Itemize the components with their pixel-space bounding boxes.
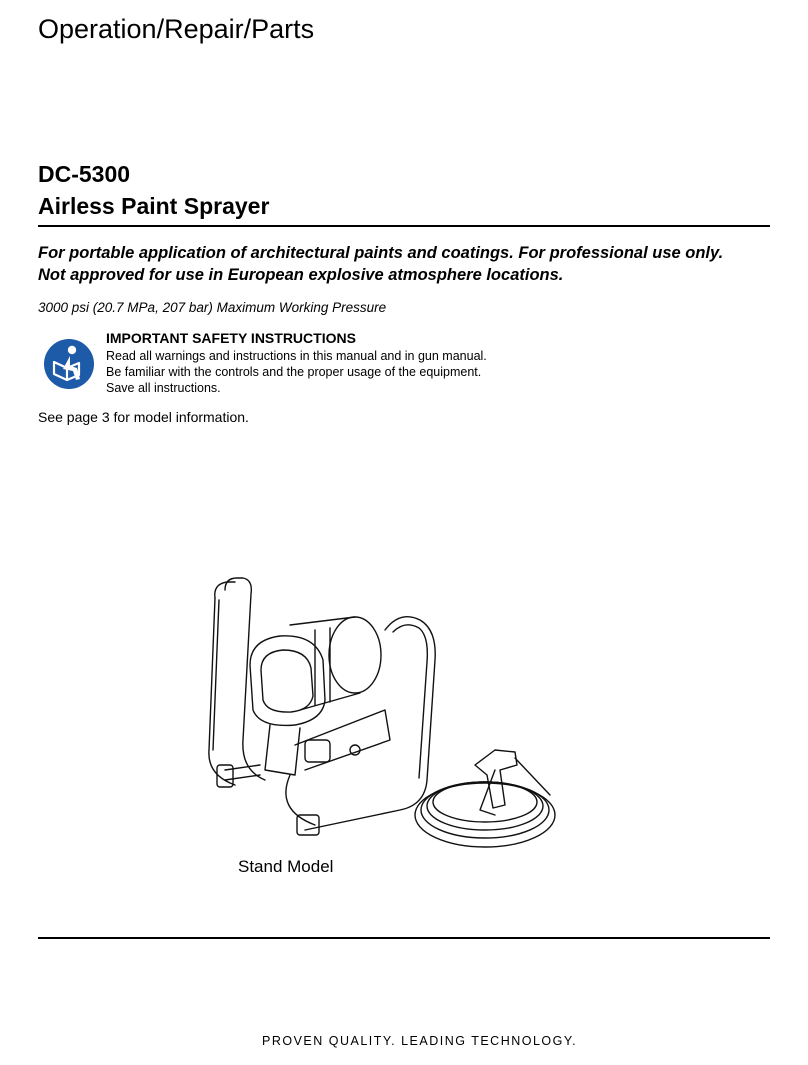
safety-title: IMPORTANT SAFETY INSTRUCTIONS xyxy=(106,330,356,346)
max-pressure: 3000 psi (20.7 MPa, 207 bar) Maximum Working Pressure xyxy=(38,300,387,315)
see-page-suffix: for model information. xyxy=(109,409,249,425)
safety-line: Save all instructions. xyxy=(106,381,221,395)
document-type-header: Operation/Repair/Parts xyxy=(38,14,315,44)
read-manual-icon xyxy=(43,338,95,390)
brand-slogan: PROVEN QUALITY. LEADING TECHNOLOGY. xyxy=(262,1034,578,1048)
safety-instructions xyxy=(106,330,487,396)
safety-line: Read all warnings and instructions in this manual and in gun manual. xyxy=(106,349,487,363)
illustration-caption: Stand Model xyxy=(238,857,334,876)
model-info-reference xyxy=(38,409,249,425)
safety-line: Be familiar with the controls and the proper usage of the equipment. xyxy=(106,365,482,379)
product-description xyxy=(38,242,723,286)
document-title xyxy=(38,158,269,222)
product-name: Airless Paint Sprayer xyxy=(38,193,270,219)
footer-divider xyxy=(38,937,770,939)
page-link[interactable]: 3 xyxy=(101,409,110,425)
sprayer-illustration xyxy=(195,570,575,855)
title-divider xyxy=(38,225,770,227)
see-page-prefix: See page xyxy=(38,409,102,425)
description-line-1: For portable application of architectural paints and coatings. For professional use only. xyxy=(38,244,724,262)
description-line-2: Not approved for use in European explosive atmosphere locations. xyxy=(38,266,564,284)
model-name: DC-5300 xyxy=(38,161,131,187)
